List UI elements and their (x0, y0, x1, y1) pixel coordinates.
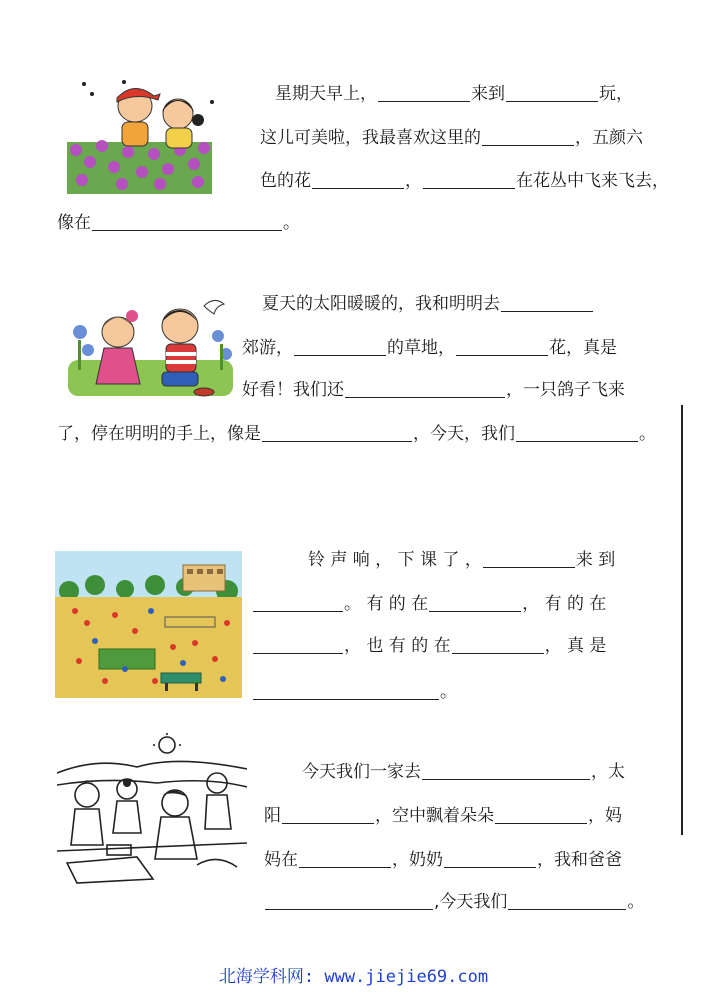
blank[interactable] (423, 171, 515, 189)
girl (96, 310, 140, 384)
blank[interactable] (262, 424, 412, 442)
s2-line-1: 夏天的太阳暖暖的，我和明明去 (262, 292, 594, 316)
illustration-family-picnic-sketch (57, 733, 247, 885)
blank[interactable] (422, 762, 590, 780)
s4-line-1: 今天我们一家去 ，太 (302, 762, 625, 782)
dove-icon (204, 300, 224, 314)
boy (117, 88, 160, 146)
sun-icon (159, 737, 175, 753)
s3-line-2: 。 有 的 在 ， 有 的 在 (252, 592, 606, 616)
blank[interactable] (482, 128, 574, 146)
s1-line-3: 色的花 ， 在花丛中飞来飞去， (260, 171, 669, 191)
blank[interactable] (506, 84, 598, 102)
s4-line-2: 阳 ，空中飘着朵朵 ，妈 (264, 806, 622, 826)
s2-line-4: 了，停在明明的手上，像是 ，今天，我们 。 (57, 424, 656, 444)
blank[interactable] (294, 338, 386, 356)
margin-line (681, 405, 683, 835)
s2-line-3: 好看！我们还 ，一只鸽子飞来 (242, 380, 625, 400)
blank[interactable] (312, 171, 404, 189)
s1-line-1: 星期天早上， 来到 玩， (275, 84, 633, 104)
s3-line-1: 铃 声 响 ， 下 课 了 ， 来 到 (308, 550, 616, 570)
blank[interactable] (495, 806, 587, 824)
s3-line-3: ， 也 有 的 在 ， 真 是 (252, 634, 606, 658)
s1-line-4: 像在 。 (57, 213, 300, 233)
blank[interactable] (452, 636, 544, 654)
illustration-school-playground (55, 551, 242, 698)
blank[interactable] (253, 682, 439, 700)
flower-bed (99, 649, 155, 669)
blank[interactable] (501, 294, 593, 312)
blank[interactable] (429, 594, 521, 612)
school-building (183, 565, 225, 591)
blank[interactable] (456, 338, 548, 356)
blank[interactable] (253, 594, 343, 612)
blank[interactable] (92, 213, 282, 231)
flower-plants (73, 325, 232, 360)
blank[interactable] (299, 850, 391, 868)
footer-watermark: 北海学科网: www.jiejie69.com (218, 967, 489, 987)
blank[interactable] (378, 84, 470, 102)
blank[interactable] (253, 636, 343, 654)
boy (162, 309, 198, 386)
blank[interactable] (265, 892, 433, 910)
s2-line-2: 郊游， 的草地， 花，真是 (242, 338, 617, 358)
s4-line-4: ,今天我们 。 (264, 890, 644, 914)
blank[interactable] (345, 380, 505, 398)
s1-line-2: 这儿可美啦，我最喜欢这里的 ，五颜六 (260, 128, 643, 148)
blank[interactable] (444, 850, 536, 868)
blank[interactable] (282, 806, 374, 824)
girl (162, 99, 204, 148)
blank[interactable] (483, 550, 575, 568)
blank[interactable] (508, 892, 626, 910)
s4-line-3: 妈在 ，奶奶 ，我和爸爸 (264, 850, 622, 870)
illustration-kids-flowers (62, 72, 222, 196)
blank[interactable] (516, 424, 638, 442)
illustration-kids-picnic-dove (68, 292, 233, 404)
s3-line-4: 。 (252, 680, 457, 704)
